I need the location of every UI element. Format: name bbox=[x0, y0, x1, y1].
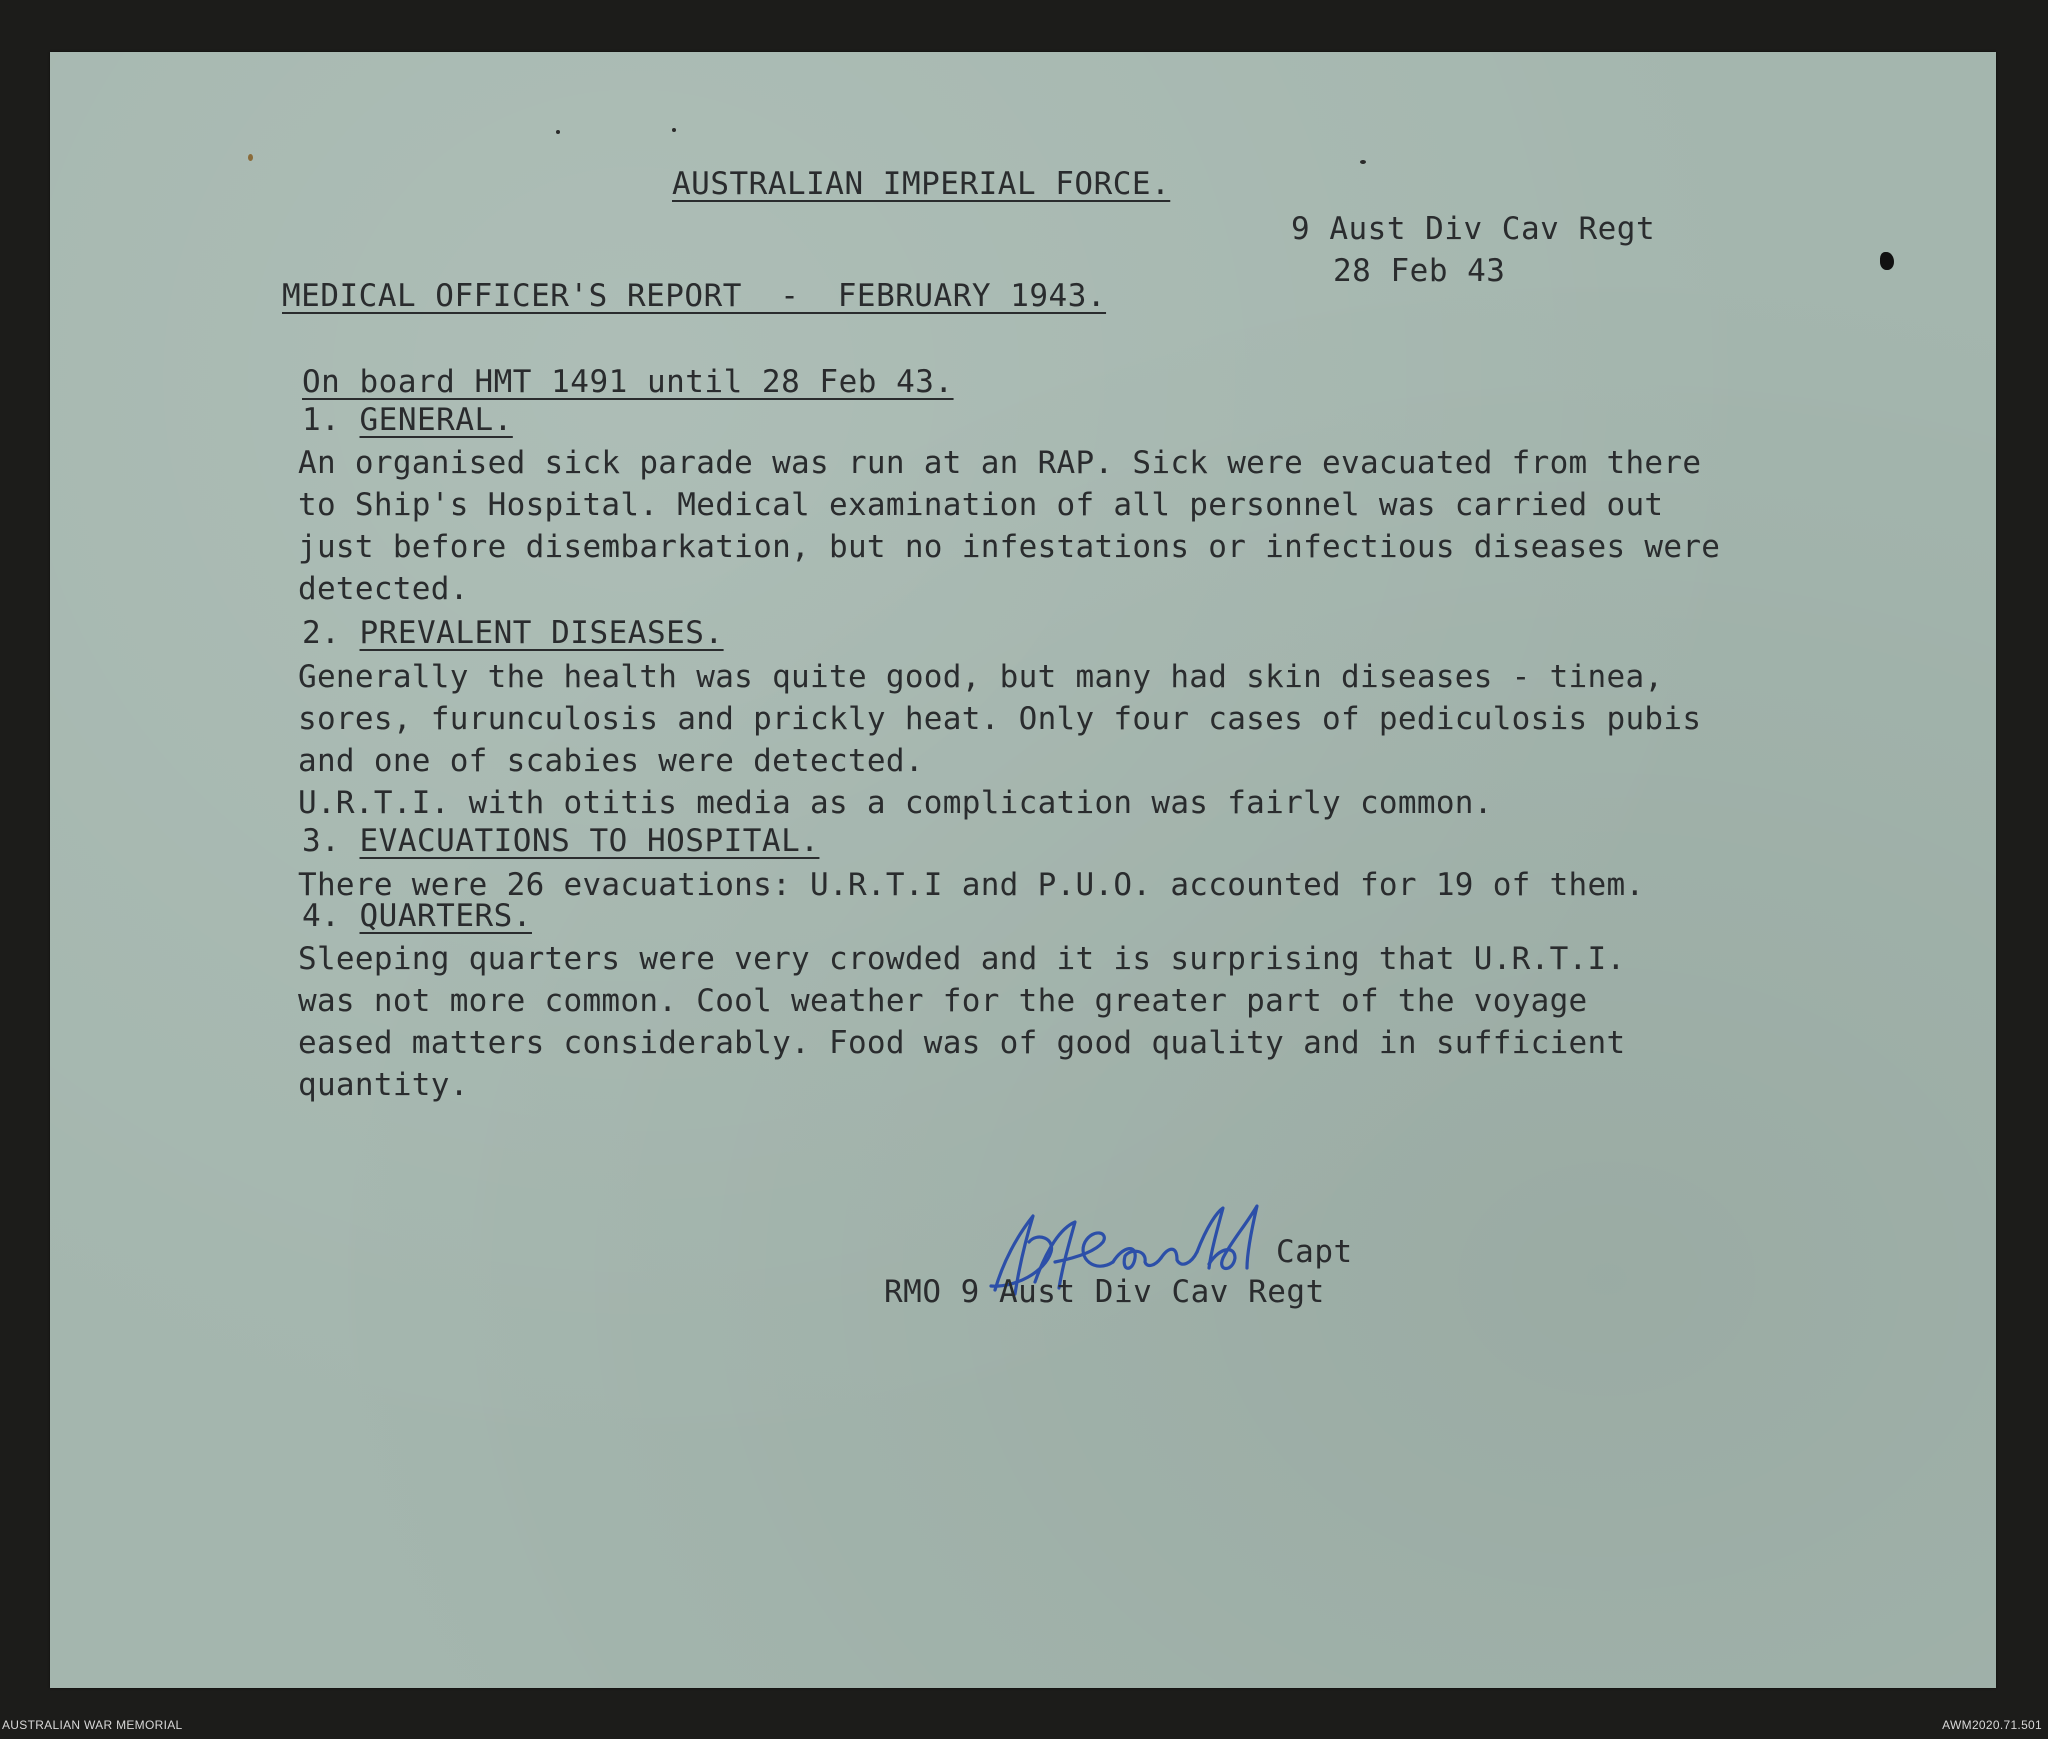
paper-hole bbox=[1880, 252, 1894, 270]
body-line: sores, furunculosis and prickly heat. Only four cases of pediculosis pubis bbox=[298, 701, 1702, 737]
section-heading-prevalent-diseases: 2. PREVALENT DISEASES. bbox=[302, 615, 724, 651]
report-date: 28 Feb 43 bbox=[1333, 253, 1506, 289]
body-line: U.R.T.I. with otitis media as a complication was fairly common. bbox=[298, 785, 1493, 821]
body-line: was not more common. Cool weather for the greater part of the voyage bbox=[298, 983, 1588, 1019]
body-line: There were 26 evacuations: U.R.T.I and P.U.O. accounted for 19 of them. bbox=[298, 867, 1645, 903]
section-body-quarters bbox=[298, 938, 1625, 1106]
section-body-general bbox=[298, 442, 1720, 610]
body-line: just before disembarkation, but no infestations or infectious diseases were bbox=[298, 529, 1721, 565]
unit-name: 9 Aust Div Cav Regt bbox=[1291, 211, 1656, 247]
body-line: to Ship's Hospital. Medical examination of all personnel was carried out bbox=[298, 487, 1664, 523]
paper-speck bbox=[1360, 160, 1366, 164]
body-line: Sleeping quarters were very crowded and it is surprising that U.R.T.I. bbox=[298, 941, 1626, 977]
paper-speck bbox=[556, 130, 560, 134]
paper-speck bbox=[672, 128, 676, 132]
body-line: eased matters considerably. Food was of good quality and in sufficient bbox=[298, 1025, 1626, 1061]
signatory-rank: Capt bbox=[1276, 1234, 1353, 1270]
document-sheet bbox=[50, 52, 1996, 1688]
location-line: On board HMT 1491 until 28 Feb 43. bbox=[302, 364, 954, 400]
signatory-appointment: RMO 9 Aust Div Cav Regt bbox=[884, 1274, 1325, 1310]
body-line: detected. bbox=[298, 571, 469, 607]
section-body-prevalent-diseases bbox=[298, 656, 1701, 824]
report-title: MEDICAL OFFICER'S REPORT - FEBRUARY 1943. bbox=[282, 278, 1107, 314]
body-line: and one of scabies were detected. bbox=[298, 743, 924, 779]
body-line: Generally the health was quite good, but many had skin diseases - tinea, bbox=[298, 659, 1664, 695]
section-heading-general: 1. GENERAL. bbox=[302, 402, 513, 438]
body-line: quantity. bbox=[298, 1067, 469, 1103]
archive-caption-right: AWM2020.71.501 bbox=[1942, 1718, 2042, 1732]
document-title: AUSTRALIAN IMPERIAL FORCE. bbox=[672, 166, 1171, 202]
archive-caption-left: AUSTRALIAN WAR MEMORIAL bbox=[2, 1718, 183, 1732]
paper-speck bbox=[248, 154, 253, 161]
section-heading-evacuations: 3. EVACUATIONS TO HOSPITAL. bbox=[302, 823, 820, 859]
section-heading-quarters: 4. QUARTERS. bbox=[302, 898, 532, 934]
body-line: An organised sick parade was run at an RAP. Sick were evacuated from there bbox=[298, 445, 1702, 481]
